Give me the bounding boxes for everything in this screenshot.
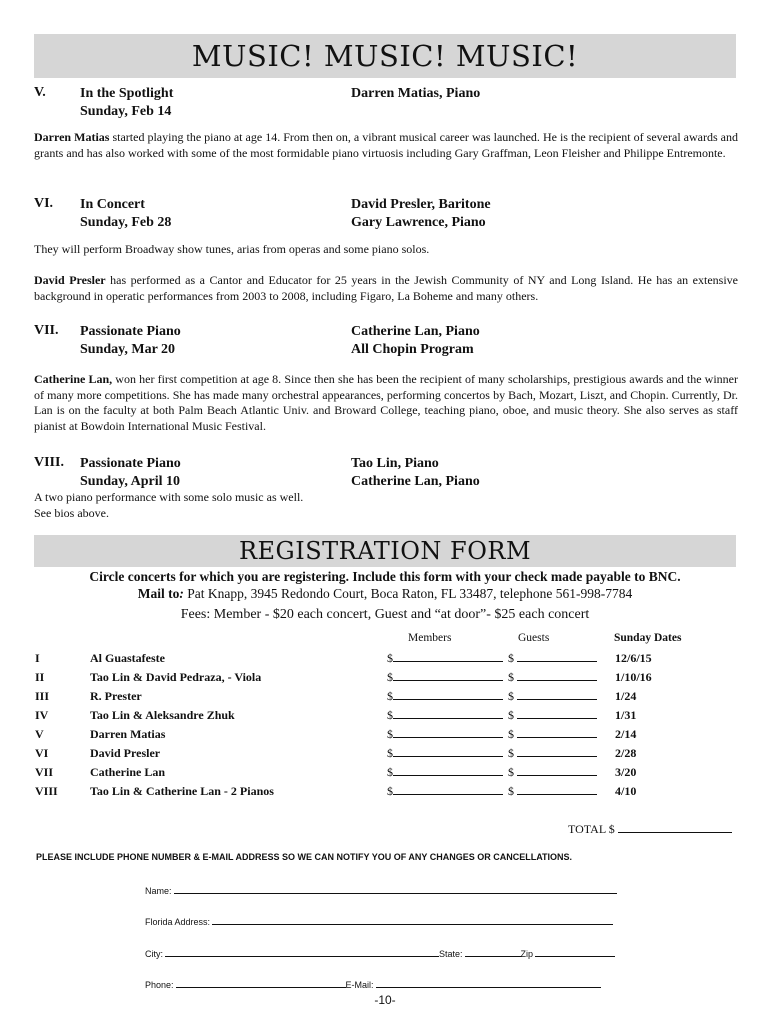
zip-label: Zip [520, 949, 534, 959]
state-label: State: [439, 949, 463, 959]
guests-input[interactable] [517, 651, 597, 662]
guests-input[interactable] [517, 727, 597, 738]
dollar-sign: $ [387, 689, 393, 703]
total-line [568, 822, 732, 837]
dollar-sign: $ [387, 670, 393, 684]
section-viii-performer-1: Tao Lin, Piano [351, 456, 439, 471]
concert-name: R. Prester [90, 689, 142, 703]
mail-to-line [0, 586, 770, 602]
mail-to-address: Pat Knapp, 3945 Redondo Court, Boca Raton, FL 33487, telephone 561-998-7784 [183, 586, 633, 601]
concert-name: David Presler [90, 746, 161, 760]
section-viii-description: A two piano performance with some solo music as well. [34, 490, 304, 504]
section-viii-numeral: VIII. [34, 455, 64, 470]
section-viii-note: See bios above. [34, 506, 109, 520]
section-viii-performer-2: Catherine Lan, Piano [351, 474, 480, 489]
members-input[interactable] [393, 765, 503, 776]
col-header-guests: Guests [518, 632, 550, 644]
members-input[interactable] [393, 670, 503, 681]
guests-amount [508, 765, 597, 780]
dollar-sign: $ [387, 765, 393, 779]
bio-text: won her first competition at age 8. Since then she has been the recipient of many scholarships, prestigious awards and the winner of many more competitions. She has made many orchestral appearances, performing concertos by Bach, Mozart, Liszt, and Chopin. Currently, Dr. Lan is on the faculty at both Palm Beach Atlantic Univ. and Broward College, teaching piano, oboe, and music theory. She also serves as staff pianist at Bowdoin International Music Festival. [34, 372, 738, 433]
members-input[interactable] [393, 727, 503, 738]
members-input[interactable] [393, 746, 503, 757]
guests-amount [508, 727, 597, 742]
phone-row [145, 977, 601, 990]
concert-number: II [35, 670, 45, 684]
concert-date: 3/20 [615, 765, 637, 779]
dollar-sign: $ [508, 784, 514, 798]
bio-lead: David Presler [34, 273, 106, 287]
concert-number: I [35, 651, 40, 665]
members-input[interactable] [393, 689, 503, 700]
concert-name: Al Guastafeste [90, 651, 165, 665]
members-input[interactable] [393, 708, 503, 719]
section-v-bio [34, 130, 738, 161]
guests-amount [508, 708, 597, 723]
dollar-sign: $ [508, 651, 514, 665]
table-row [0, 689, 770, 707]
members-amount [387, 651, 503, 666]
col-header-dates: Sunday Dates [614, 632, 682, 644]
city-input[interactable] [165, 946, 439, 957]
total-input[interactable] [618, 822, 732, 833]
concert-name: Darren Matias [90, 727, 166, 741]
name-input[interactable] [174, 883, 617, 894]
address-row [145, 914, 613, 927]
dollar-sign: $ [508, 727, 514, 741]
concert-date: 1/10/16 [615, 670, 652, 684]
concert-number: VII [35, 765, 54, 779]
section-vi-performer-2: Gary Lawrence, Piano [351, 215, 486, 230]
section-vi-performer-1: David Presler, Baritone [351, 197, 491, 212]
concert-date: 1/31 [615, 708, 637, 722]
members-amount [387, 689, 503, 704]
concert-number: IV [35, 708, 49, 722]
section-viii-date: Sunday, April 10 [80, 474, 180, 489]
section-vi-title: In Concert [80, 197, 145, 212]
section-vii-performer-2: All Chopin Program [351, 342, 474, 357]
zip-input[interactable] [535, 946, 615, 957]
section-v-performer-1: Darren Matias, Piano [351, 86, 481, 101]
guests-input[interactable] [517, 670, 597, 681]
section-viii-title: Passionate Piano [80, 456, 181, 471]
concert-number: VIII [35, 784, 58, 798]
concert-date: 4/10 [615, 784, 637, 798]
dollar-sign: $ [508, 765, 514, 779]
dollar-sign: $ [508, 689, 514, 703]
dollar-sign: $ [508, 670, 514, 684]
dollar-sign: $ [508, 746, 514, 760]
table-row [0, 670, 770, 688]
section-v-date: Sunday, Feb 14 [80, 104, 172, 119]
state-input[interactable] [465, 946, 521, 957]
mail-to-label: Mail to [137, 586, 180, 601]
registration-instruction: Circle concerts for which you are registering. Include this form with your check made payable to BNC. [89, 569, 681, 584]
dollar-sign: $ [508, 708, 514, 722]
bio-lead: Darren Matias [34, 130, 110, 144]
concert-date: 2/14 [615, 727, 637, 741]
page-number: -10- [374, 993, 396, 1007]
section-vii-date: Sunday, Mar 20 [80, 342, 176, 357]
bio-text: has performed as a Cantor and Educator for 25 years in the Jewish Community of NY and Long Island. He has an extensive background in operatic performances from 2003 to 2008, including Figaro, La Boheme and many others. [34, 273, 738, 303]
table-row [0, 727, 770, 745]
dollar-sign: $ [387, 708, 393, 722]
email-label: E-Mail: [345, 980, 374, 990]
section-v-numeral: V. [34, 85, 46, 100]
concert-date: 1/24 [615, 689, 637, 703]
bio-text: started playing the piano at age 14. From then on, a vibrant musical career was launched. He is the recipient of several awards and grants and has also worked with some of the most formidable piano virtuosis including Gary Graffman, Leon Fleisher and Philippe Entremonte. [34, 130, 738, 160]
fees-line: Fees: Member - $20 each concert, Guest and “at door”- $25 each concert [180, 607, 590, 622]
section-vii-title: Passionate Piano [80, 324, 181, 339]
table-row [0, 765, 770, 783]
members-amount [387, 708, 503, 723]
city-row [145, 946, 615, 959]
registration-title: REGISTRATION FORM [34, 535, 736, 567]
guests-amount [508, 784, 597, 799]
notice-text: PLEASE INCLUDE PHONE NUMBER & E-MAIL ADDRESS SO WE CAN NOTIFY YOU OF ANY CHANGES OR CANCELLATIONS. [36, 852, 573, 862]
section-vii-performer-1: Catherine Lan, Piano [351, 324, 480, 339]
table-row [0, 784, 770, 802]
section-vii-bio [34, 372, 738, 434]
guests-amount [508, 746, 597, 761]
section-vi-date: Sunday, Feb 28 [80, 215, 172, 230]
guests-input[interactable] [517, 784, 597, 795]
dollar-sign: $ [387, 651, 393, 665]
members-amount [387, 727, 503, 742]
members-input[interactable] [393, 651, 503, 662]
section-vi-description [34, 242, 738, 258]
members-amount [387, 746, 503, 761]
members-input[interactable] [393, 784, 503, 795]
concert-date: 12/6/15 [615, 651, 652, 665]
concert-name: Catherine Lan [90, 765, 165, 779]
guests-amount [508, 651, 597, 666]
concert-number: V [35, 727, 44, 741]
members-amount [387, 784, 503, 799]
members-amount [387, 765, 503, 780]
table-row [0, 651, 770, 669]
phone-label: Phone: [145, 980, 174, 990]
table-row [0, 708, 770, 726]
name-row [145, 883, 617, 896]
guests-amount [508, 670, 597, 685]
address-label: Florida Address: [145, 917, 211, 927]
col-header-members: Members [408, 632, 452, 644]
concert-date: 2/28 [615, 746, 637, 760]
concert-name: Tao Lin & Catherine Lan - 2 Pianos [90, 784, 274, 798]
dollar-sign: $ [387, 727, 393, 741]
concert-number: III [35, 689, 50, 703]
email-input[interactable] [376, 977, 601, 988]
guests-input[interactable] [517, 765, 597, 776]
bio-text: They will perform Broadway show tunes, arias from operas and some piano solos. [34, 242, 430, 256]
section-vi-numeral: VI. [34, 196, 54, 211]
concert-name: Tao Lin & David Pedraza, - Viola [90, 670, 262, 684]
dollar-sign: $ [387, 784, 393, 798]
mail-to-colon: : [179, 586, 184, 601]
section-vii-numeral: VII. [34, 323, 59, 338]
name-label: Name: [145, 886, 172, 896]
guests-input[interactable] [517, 689, 597, 700]
dollar-sign: $ [387, 746, 393, 760]
guests-amount [508, 689, 597, 704]
phone-input[interactable] [176, 977, 346, 988]
bio-lead: Catherine Lan, [34, 372, 113, 386]
city-label: City: [145, 949, 163, 959]
guests-input[interactable] [517, 746, 597, 757]
concert-number: VI [35, 746, 49, 760]
page-title: MUSIC! MUSIC! MUSIC! [34, 34, 736, 78]
total-label: TOTAL $ [568, 822, 615, 836]
section-v-title: In the Spotlight [80, 86, 174, 101]
section-vi-bio [34, 273, 738, 304]
table-row [0, 746, 770, 764]
address-input[interactable] [212, 914, 613, 925]
guests-input[interactable] [517, 708, 597, 719]
concert-name: Tao Lin & Aleksandre Zhuk [90, 708, 235, 722]
members-amount [387, 670, 503, 685]
